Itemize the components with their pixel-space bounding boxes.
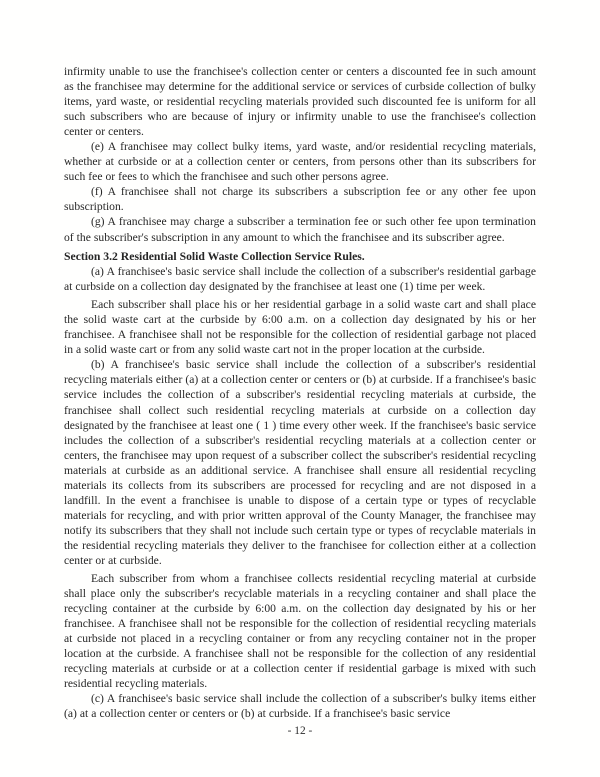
paragraph-section-3-2-b: (b) A franchisee's basic service shall include the collection of a subscriber's residential recycling materials either (a) at a collection center or centers or (b) at curbside. If a franchisee's basic service includes the collection of a subscriber's residential recycling materials at curbside, the franchisee shall collect such residential recycling materials at curbside on a collection day designated by the franchisee at least one ( 1 ) time every other week. If the franchisee's basic service includes the collection of a subscriber's residential recycling materials at a collection center or centers, the franchisee may upon request of a subscriber collect the subscriber's residential recycling materials at curbside as an additional service. A franchisee shall ensure all residential recycling materials its collects from its subscribers are processed for recycling and are not disposed in a landfill. In the event a franchisee is unable to dispose of a certain type or types of recyclable materials for recycling, and with prior written approval of the County Manager, the franchisee may notify its subscribers that they shall not include such certain type or types of recyclable materials in the residential recycling materials they deliver to the franchisee for collection either at a collection center or at curbside. — [64, 358, 536, 567]
paragraph-continued-subsection-d: infirmity unable to use the franchisee's collection center or centers a discounted fee in such amount as the franchisee may determine for the additional service or services of curbside collection of bulky items, yard waste, or residential recycling materials provided such discounted fee is uniform for all such subscribers who are because of injury or infirmity unable to use the franchisee's collection center or centers. — [64, 65, 536, 139]
paragraph-section-3-2-b-continued: Each subscriber from whom a franchisee collects residential recycling material at curbside shall place only the subscriber's recyclable materials in a recycling container and shall place the recycling container at the curbside by 6:00 a.m. on the collection day designated by his or her franchisee. A franchisee shall not be responsible for the collection of residential recycling materials at curbside not placed in a recycling container or from any recycling container not in the proper location at the curbside. A franchisee shall not be responsible for the collection of any residential recycling materials at curbside or at a collection center if residential garbage is mixed with such residential recycling materials. — [64, 572, 536, 691]
section-heading-3-2: Section 3.2 Residential Solid Waste Collection Service Rules. — [64, 250, 365, 264]
paragraph-section-3-2-a-continued: Each subscriber shall place his or her residential garbage in a solid waste cart and shall place the solid waste cart at the curbside by 6:00 a.m. on a collection day designated by his or her franchisee. A franchisee shall not be responsible for the collection of residential garbage not placed in a solid waste cart or from any solid waste cart not in the proper location at the curbside. — [64, 298, 536, 357]
page-number-footer: - 12 - — [287, 725, 313, 737]
paragraph-subsection-g: (g) A franchisee may charge a subscriber a termination fee or such other fee upon termination of the subscriber's subscription in any amount to which the franchisee and its subscriber agree. — [64, 215, 536, 244]
paragraph-subsection-e: (e) A franchisee may collect bulky items, yard waste, and/or residential recycling materials, whether at curbside or at a collection center or centers, from persons other than its subscribers for such fee or fees to which the franchisee and such other persons agree. — [64, 140, 536, 184]
paragraph-section-3-2-a: (a) A franchisee's basic service shall include the collection of a subscriber's residential garbage at curbside on a collection day designated by the franchisee at least one (1) time per week. — [64, 265, 536, 294]
paragraph-subsection-f: (f) A franchisee shall not charge its subscribers a subscription fee or any other fee upon subscription. — [64, 185, 536, 214]
paragraph-section-3-2-c: (c) A franchisee's basic service shall include the collection of a subscriber's bulky items either (a) at a collection center or centers or (b) at curbside. If a franchisee's basic service — [64, 692, 536, 721]
text-column — [64, 64, 536, 722]
